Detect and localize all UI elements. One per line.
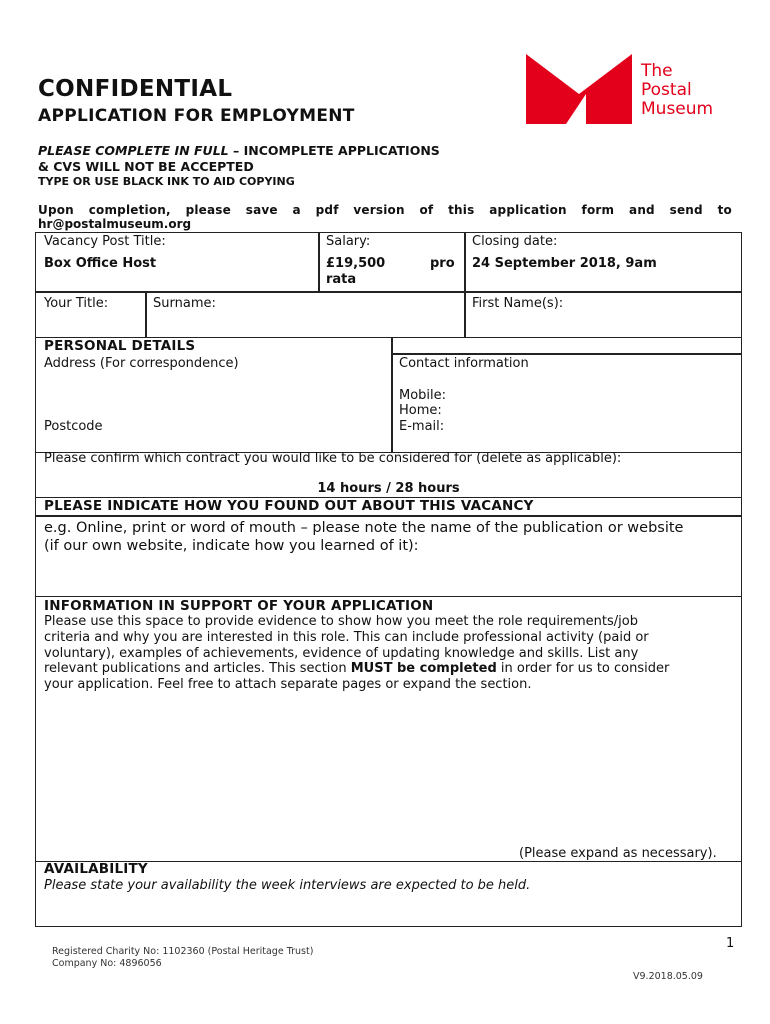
company-number: Company No: 4896056 [52, 958, 162, 969]
hr-email-link[interactable]: hr@postalmuseum.org [38, 217, 192, 231]
postcode-field[interactable]: Postcode [44, 419, 103, 434]
divider [35, 291, 742, 293]
confidential-heading: CONFIDENTIAL [38, 76, 233, 102]
postal-museum-logo-icon [526, 54, 632, 124]
vacancy-post-title-value: Box Office Host [44, 256, 157, 271]
divider [318, 232, 320, 292]
support-input[interactable] [37, 696, 740, 842]
support-text-line3: voluntary), examples of achievements, evidence of updating knowledge and skills. List any [44, 646, 639, 661]
complete-warning [38, 143, 440, 158]
ink-note: TYPE OR USE BLACK INK TO AID COPYING [38, 175, 295, 188]
complete-warning-emphasis: PLEASE COMPLETE IN FULL [38, 143, 229, 158]
salary-value-pro: pro [430, 256, 455, 271]
availability-prompt: Please state your availability the week interviews are expected to be held. [44, 878, 531, 893]
support-text-line4-end: in order for us to consider [496, 661, 670, 676]
first-names-field[interactable]: First Name(s): [472, 296, 564, 311]
page-number: 1 [726, 936, 735, 951]
contact-info-label: Contact information [399, 356, 529, 371]
must-complete-emphasis: MUST be completed [350, 661, 497, 676]
expand-note: (Please expand as necessary). [519, 846, 717, 861]
charity-number: Registered Charity No: 1102360 (Postal Heritage Trust) [52, 946, 314, 957]
vacancy-source-hint-line2: (if our own website, indicate how you learned of it): [44, 538, 419, 554]
salary-label: Salary: [326, 234, 371, 249]
mobile-field[interactable]: Mobile: [399, 388, 447, 403]
salary-value: £19,500 [326, 256, 386, 271]
vacancy-source-hint-line1: e.g. Online, print or word of mouth – please note the name of the publication or website [44, 520, 684, 536]
closing-date-label: Closing date: [472, 234, 558, 249]
page-title: APPLICATION FOR EMPLOYMENT [38, 106, 355, 126]
divider [464, 232, 466, 338]
support-text-line5: your application. Feel free to attach separate pages or expand the section. [44, 677, 532, 692]
personal-details-heading: PERSONAL DETAILS [44, 338, 196, 354]
surname-field[interactable]: Surname: [153, 296, 216, 311]
send-instructions: Upon completion, please save a pdf version of this application form and send to [38, 203, 732, 217]
divider [391, 353, 742, 355]
logo-text-the: The [641, 61, 673, 81]
cv-warning: & CVS WILL NOT BE ACCEPTED [38, 159, 254, 174]
salary-value-rata: rata [326, 272, 357, 287]
contract-prompt: Please confirm which contract you would like to be considered for (delete as applicable): [44, 451, 622, 466]
support-text-line4-start: relevant publications and articles. This section [44, 661, 351, 676]
vacancy-source-heading: PLEASE INDICATE HOW YOU FOUND OUT ABOUT THIS VACANCY [44, 498, 534, 514]
vacancy-source-input[interactable] [37, 556, 740, 595]
address-field[interactable]: Address (For correspondence) [44, 356, 239, 371]
vacancy-post-title-label: Vacancy Post Title: [44, 234, 166, 249]
divider [391, 337, 393, 453]
divider [35, 515, 742, 517]
version-code: V9.2018.05.09 [633, 971, 703, 982]
availability-input[interactable] [37, 897, 740, 925]
support-text-line4 [44, 661, 669, 677]
contract-options[interactable]: 14 hours / 28 hours [317, 481, 460, 496]
your-title-field[interactable]: Your Title: [44, 296, 109, 311]
logo-text-postal: Postal [641, 80, 692, 100]
availability-heading: AVAILABILITY [44, 861, 148, 877]
logo-text-museum: Museum [641, 99, 714, 119]
closing-date-value: 24 September 2018, 9am [472, 256, 657, 271]
support-heading: INFORMATION IN SUPPORT OF YOUR APPLICATION [44, 598, 434, 614]
complete-warning-rest: – INCOMPLETE APPLICATIONS [228, 143, 440, 158]
divider [145, 291, 147, 338]
support-text-line1: Please use this space to provide evidence to show how you meet the role requirements/job [44, 614, 638, 629]
email-field[interactable]: E-mail: [399, 419, 445, 434]
support-text-line2: criteria and why you are interested in this role. This can include professional activity (paid or [44, 630, 649, 645]
home-phone-field[interactable]: Home: [399, 403, 442, 418]
